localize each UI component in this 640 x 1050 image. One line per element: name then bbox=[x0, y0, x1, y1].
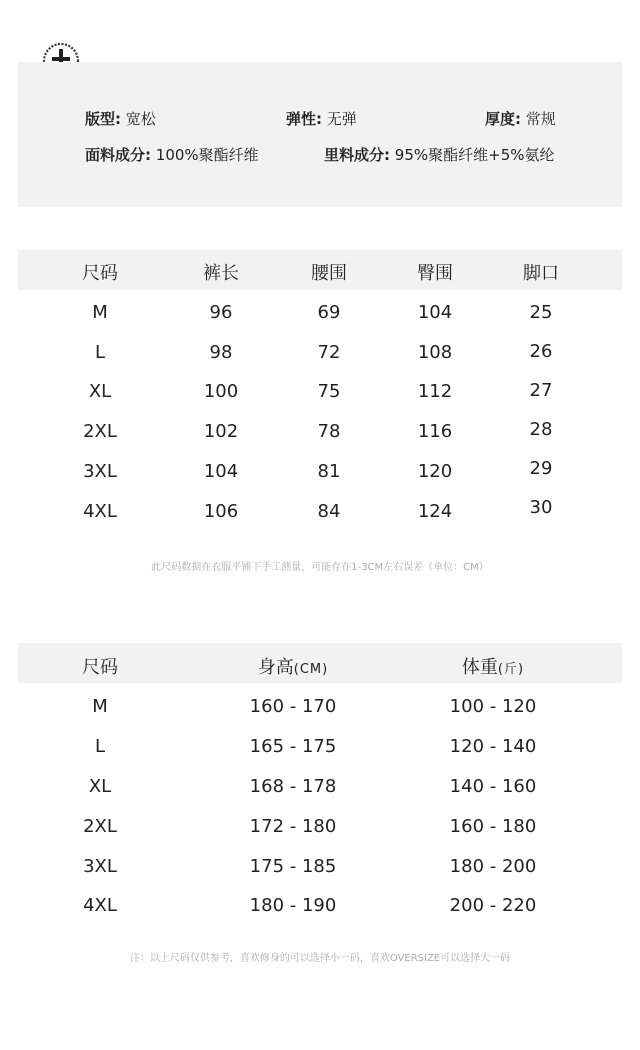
size-table-cell: 116 bbox=[417, 421, 453, 442]
thickness-value: 常规 bbox=[525, 110, 556, 128]
size-table-cell: 96 bbox=[209, 302, 233, 323]
recommend-table-note: 注：以上尺码仅供参考，喜欢修身的可以选择小一码，喜欢OVERSIZE可以选择大一码 bbox=[129, 953, 511, 964]
recommend-table-cell: 175 - 185 bbox=[249, 856, 337, 877]
elastic-label: 弹性: bbox=[286, 110, 322, 128]
size-table-cell: 30 bbox=[529, 497, 553, 518]
size-table-cell: 106 bbox=[203, 501, 239, 522]
size-table-cell: 102 bbox=[203, 421, 239, 442]
size-table-cell: 75 bbox=[317, 381, 341, 402]
elastic-info bbox=[286, 108, 357, 129]
recommend-table-cell: 160 - 180 bbox=[449, 816, 537, 837]
recommend-table-cell: 140 - 160 bbox=[449, 776, 537, 797]
size-header-cell: 裤长 bbox=[203, 263, 239, 284]
size-table-cell: 100 bbox=[203, 381, 239, 402]
lining-info bbox=[324, 144, 555, 165]
size-table-cell: 26 bbox=[529, 341, 553, 362]
size-table-cell: 81 bbox=[317, 461, 341, 482]
size-table-cell: 84 bbox=[317, 501, 341, 522]
recommend-header-cell bbox=[82, 653, 118, 679]
fit-label: 版型: bbox=[85, 110, 121, 128]
recommend-table-cell: 180 - 200 bbox=[449, 856, 537, 877]
size-table-cell: 25 bbox=[529, 302, 553, 323]
recommend-table-cell: XL bbox=[88, 776, 112, 797]
thickness-info bbox=[485, 108, 556, 129]
size-table-cell: XL bbox=[88, 381, 112, 402]
fabric-value: 100%聚酯纤维 bbox=[155, 146, 259, 164]
size-table-cell: 29 bbox=[529, 458, 553, 479]
size-table-cell: 120 bbox=[417, 461, 453, 482]
recommend-table-cell: 4XL bbox=[83, 895, 117, 916]
recommend-header-text: 尺码 bbox=[82, 657, 118, 678]
lining-value: 95%聚酯纤维+5%氨纶 bbox=[394, 146, 555, 164]
size-header-cell: 尺码 bbox=[82, 263, 118, 284]
size-table-cell: 28 bbox=[529, 419, 553, 440]
size-table-cell: 108 bbox=[417, 342, 453, 363]
thickness-label: 厚度: bbox=[485, 110, 521, 128]
fit-value: 宽松 bbox=[125, 110, 156, 128]
recommend-table-cell: M bbox=[92, 696, 108, 717]
size-header-cell: 臀围 bbox=[417, 263, 453, 284]
recommend-table-cell: 100 - 120 bbox=[449, 696, 537, 717]
recommend-table-cell: 168 - 178 bbox=[249, 776, 337, 797]
recommend-table-cell: 165 - 175 bbox=[249, 736, 337, 757]
recommend-table-cell: 200 - 220 bbox=[449, 895, 537, 916]
size-table-cell: 69 bbox=[317, 302, 341, 323]
size-table-cell: 2XL bbox=[83, 421, 117, 442]
size-table-cell: 78 bbox=[317, 421, 341, 442]
lining-label: 里料成分: bbox=[324, 146, 390, 164]
recommend-table-cell: 2XL bbox=[83, 816, 117, 837]
recommend-header-cell bbox=[462, 653, 524, 679]
fabric-label: 面料成分: bbox=[85, 146, 151, 164]
recommend-table-cell: 172 - 180 bbox=[249, 816, 337, 837]
recommend-header-text: 体重 bbox=[461, 657, 498, 678]
size-header-cell: 腰围 bbox=[311, 263, 347, 284]
recommend-table-cell: 160 - 170 bbox=[249, 696, 337, 717]
recommend-table-cell: 3XL bbox=[83, 856, 117, 877]
recommend-header-text: 身高 bbox=[257, 657, 294, 678]
fabric-info bbox=[85, 144, 259, 165]
size-table-cell: 124 bbox=[417, 501, 453, 522]
size-table-cell: 27 bbox=[529, 380, 553, 401]
size-table-cell: L bbox=[94, 342, 106, 363]
size-header-cell: 脚口 bbox=[523, 263, 559, 284]
size-table-cell: 72 bbox=[317, 342, 341, 363]
size-table-cell: 104 bbox=[203, 461, 239, 482]
elastic-value: 无弹 bbox=[326, 110, 357, 128]
size-table-cell: 3XL bbox=[83, 461, 117, 482]
recommend-header-unit: (斤) bbox=[497, 662, 525, 677]
fit-info bbox=[85, 108, 156, 129]
recommend-header-cell bbox=[258, 653, 328, 679]
recommend-table-cell: L bbox=[94, 736, 106, 757]
size-table-cell: 98 bbox=[209, 342, 233, 363]
size-table-cell: 4XL bbox=[83, 501, 117, 522]
size-table-note: 此尺码数据在衣服平铺下手工测量，可能存在1-3CM左右误差（单位：CM） bbox=[151, 562, 489, 573]
recommend-table-cell: 180 - 190 bbox=[249, 895, 337, 916]
size-table-cell: 104 bbox=[417, 302, 453, 323]
recommend-table-cell: 120 - 140 bbox=[449, 736, 537, 757]
size-table-cell: 112 bbox=[417, 381, 453, 402]
size-table-cell: M bbox=[92, 302, 108, 323]
recommend-header-unit: (CM) bbox=[293, 662, 329, 677]
product-info-panel bbox=[18, 62, 622, 207]
